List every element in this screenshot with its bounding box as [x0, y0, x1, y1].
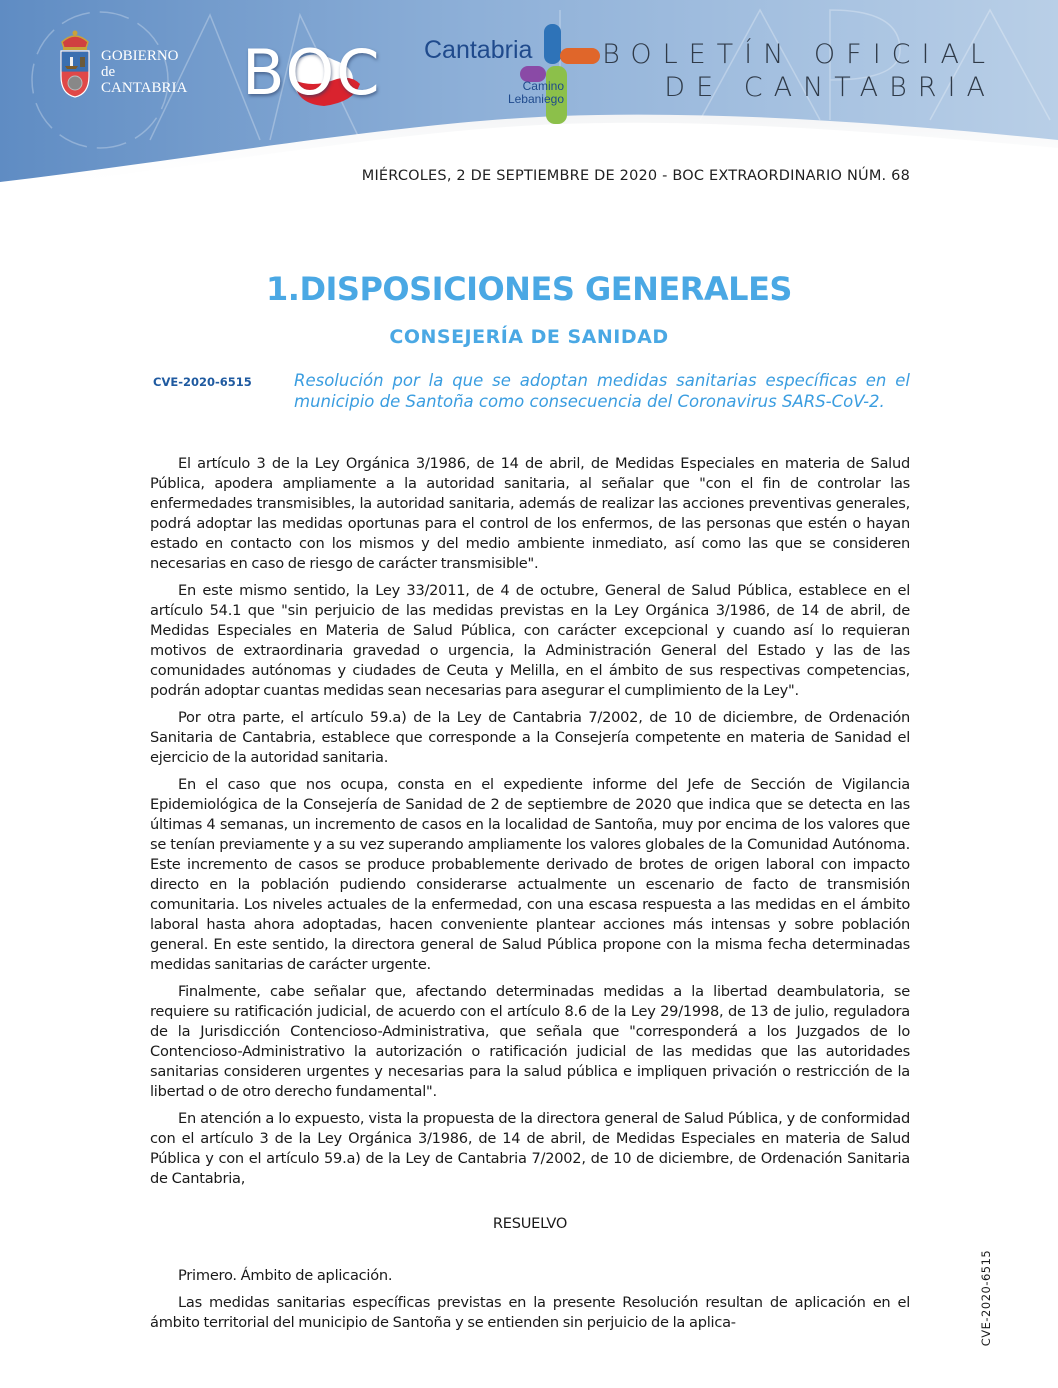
government-of-cantabria-logo: [56, 28, 187, 98]
bulletin-title-line2: DE CANTABRIA: [664, 72, 996, 103]
bulletin-title-line1: BOLETÍN OFICIAL: [602, 39, 996, 70]
paragraph: En el caso que nos ocupa, consta en el expediente informe del Jefe de Sección de Vigilancia Epidemiológica de la Consejería de Sanidad de 2 de septiembre de 2020 que indica que se detecta en las últimas 4 semanas, un incremento de casos en la localidad de Santoña, muy por encima de los valores que se tenían previamente y a su vez superando ampliamente los valores globales de la Comunidad Autónoma. Este incremento de casos se produce probablemente derivado de brotes de origen laboral con impacto directo en la población pudiendo considerarse actualmente un escenario de facto de transmisión comunitaria. Los niveles actuales de la enfermedad, con una escasa respuesta a las medidas en el ámbito laboral hasta ahora adoptadas, hacen conveniente plantear acciones más intensas y sobre población general. En este sentido, la directora general de Salud Pública propone con la misma fecha determinadas medidas sanitarias de carácter urgente.: [150, 776, 910, 973]
department-title: CONSEJERÍA DE SANIDAD: [389, 326, 669, 348]
gobierno-line3: CANTABRIA: [101, 80, 188, 96]
section-title: 1.DISPOSICIONES GENERALES: [266, 270, 792, 308]
coat-of-arms-icon: [56, 28, 94, 98]
camino-line2: Lebaniego: [507, 92, 564, 106]
resuelvo-heading: RESUELVO: [492, 1215, 568, 1232]
paragraph: Las medidas sanitarias específicas previstas en la presente Resolución resultan de aplicación en el ámbito territorial del municipio de Santoña y se entienden sin perjuicio de la aplica-: [150, 1294, 910, 1331]
paragraph: Finalmente, cabe señalar que, afectando determinadas medidas a la libertad deambulatoria, se requiere su ratificación judicial, de acuerdo con el artículo 8.6 de la Ley 29/1998, de 13 de julio, reguladora de la Jurisdicción Contencioso-Administrativa, que señala que "corresponderá a los Juzgados de lo Contencioso-Administrativo la autorización o ratificación judicial de las medidas que las autoridades sanitarias consideren urgentes y necesarias para la salud pública e impliquen privación o restricción de la libertad o de otro derecho fundamental".: [150, 983, 910, 1100]
side-margin-cve-text: CVE-2020-6515: [979, 1249, 993, 1347]
gobierno-line2: de: [101, 64, 116, 80]
cantabria-camino-lebaniego-logo: [424, 24, 604, 126]
paragraph: El artículo 3 de la Ley Orgánica 3/1986, de 14 de abril, de Medidas Especiales en materia de Salud Pública, apodera ampliamente a la autoridad sanitaria, al señalar que "con el fin de controlar las enfermedades transmisibles, la autoridad sanitaria, además de realizar las acciones preventivas generales, podrá adoptar las medidas oportunas para el control de los enfermos, de las personas que estén o hayan estado en contacto con los mismos y del medio ambiente inmediato, así como las que se consideren necesarias en caso de riesgo de carácter transmisible".: [150, 455, 910, 572]
cve-code: CVE-2020-6515: [153, 375, 252, 389]
paragraph: En este mismo sentido, la Ley 33/2011, de 4 de octubre, General de Salud Pública, establece en el artículo 54.1 que "sin perjuicio de las medidas previstas en la Ley Orgánica 3/1986, de 14 de abril, de Medidas Especiales en Materia de Salud Pública, con carácter excepcional y cuando así lo requieran motivos de extraordinaria gravedad o urgencia, la Administración General del Estado y las de las comunidades autónomas y ciudades de Ceuta y Melilla, en el ámbito de sus respectivas competencias, podrán adoptar cuantas medidas sean necesarias para asegurar el cumplimiento de la Ley".: [150, 582, 910, 699]
paragraph: En atención a lo expuesto, vista la propuesta de la directora general de Salud Pública, y de conformidad con el artículo 3 de la Ley Orgánica 3/1986, de 14 de abril, de Medidas Especiales en materia de Salud Pública y con el artículo 59.a) de la Ley de Cantabria 7/2002, de 10 de diciembre, de Ordenación Sanitaria de Cantabria,: [150, 1110, 910, 1187]
boc-logo: [242, 36, 392, 110]
gobierno-line1: GOBIERNO: [101, 48, 179, 64]
bulletin-title: [602, 38, 996, 104]
side-margin-cve: [978, 1228, 994, 1368]
cantabria-cross-icon: [424, 24, 604, 126]
paragraph: Por otra parte, el artículo 59.a) de la Ley de Cantabria 7/2002, de 10 de diciembre, de Ordenación Sanitaria de Cantabria, establece que corresponde a la Consejería competente en materia de Sanidad el ejercicio de la autoridad sanitaria.: [150, 709, 910, 766]
resolution-title: Resolución por la que se adoptan medidas sanitarias específicas en el municipio de Santoña como consecuencia del Coronavirus SARS-CoV-2.: [294, 371, 910, 411]
cantabria-logo-word: Cantabria: [424, 36, 533, 64]
issue-dateline: MIÉRCOLES, 2 DE SEPTIEMBRE DE 2020 - BOC EXTRAORDINARIO NÚM. 68: [361, 168, 910, 184]
article-heading: Primero. Ámbito de aplicación.: [178, 1267, 393, 1284]
camino-line1: Camino: [522, 79, 564, 93]
boc-logo-text: BOC: [242, 36, 382, 109]
document-body: [150, 454, 910, 1340]
